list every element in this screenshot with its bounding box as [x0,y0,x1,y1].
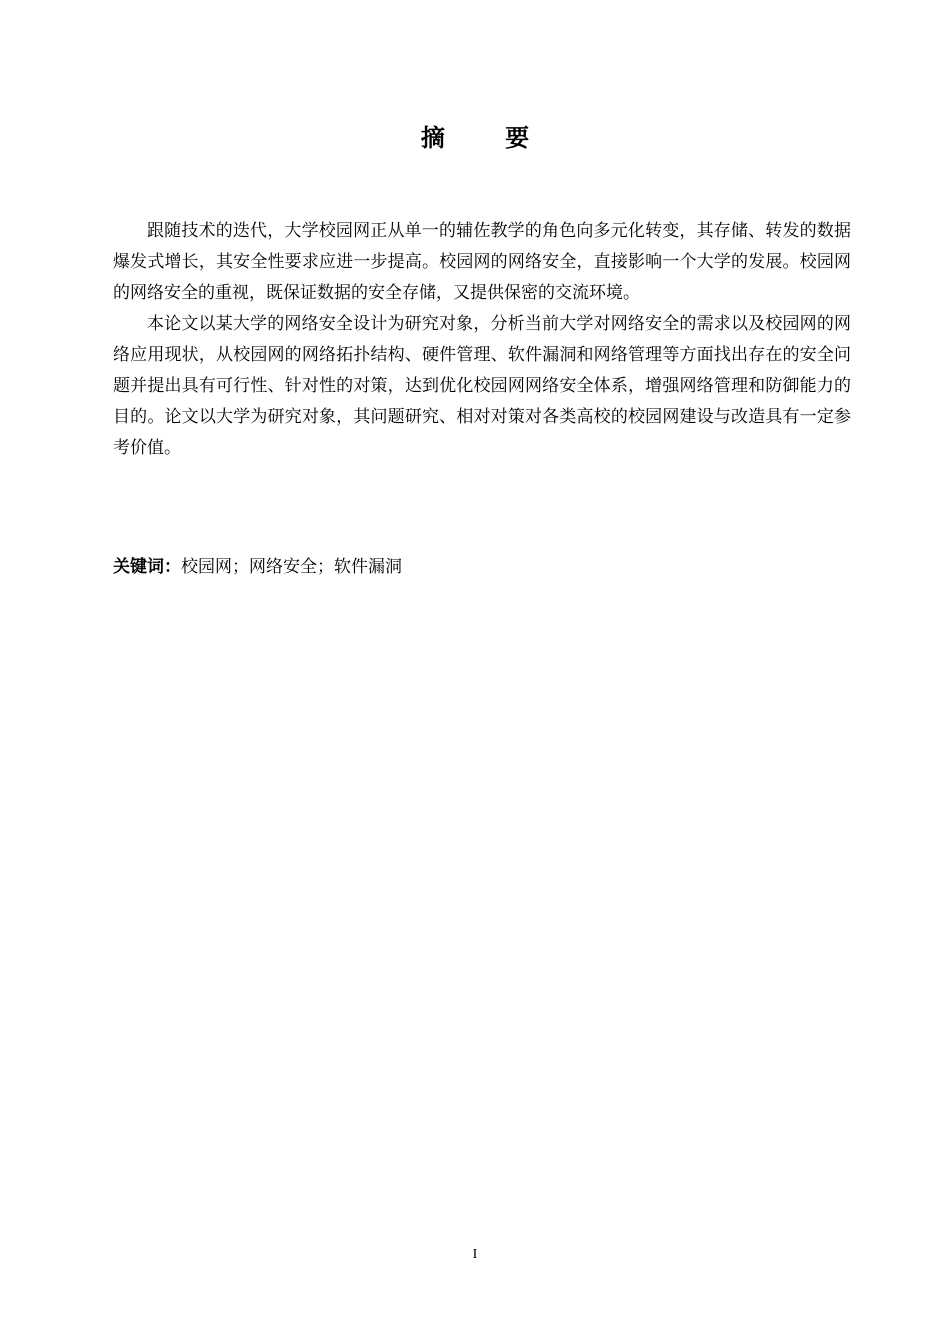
keywords-value: 校园网；网络安全；软件漏洞 [181,557,402,577]
abstract-paragraph-1: 跟随技术的迭代，大学校园网正从单一的辅佐教学的角色向多元化转变，其存储、转发的数据爆发式增长，其安全性要求应进一步提高。校园网的网络安全，直接影响一个大学的发展。校园网的网络安全的重视，既保证数据的安全存储，又提供保密的交流环境。 [113,221,851,303]
keywords-label: 关键词： [113,557,181,577]
abstract-body [113,216,851,464]
abstract-title: 摘 要 [420,124,556,152]
abstract-paragraph-2: 本论文以某大学的网络安全设计为研究对象，分析当前大学对网络安全的需求以及校园网的网络应用现状，从校园网的网络拓扑结构、硬件管理、软件漏洞和网络管理等方面找出存在的安全问题并提出具有可行性、针对性的对策，达到优化校园网网络安全体系，增强网络管理和防御能力的目的。论文以大学为研究对象，其问题研究、相对对策对各类高校的校园网建设与改造具有一定参考价值。 [113,314,851,458]
page-number: I [472,1247,478,1262]
keywords-line [113,552,851,583]
